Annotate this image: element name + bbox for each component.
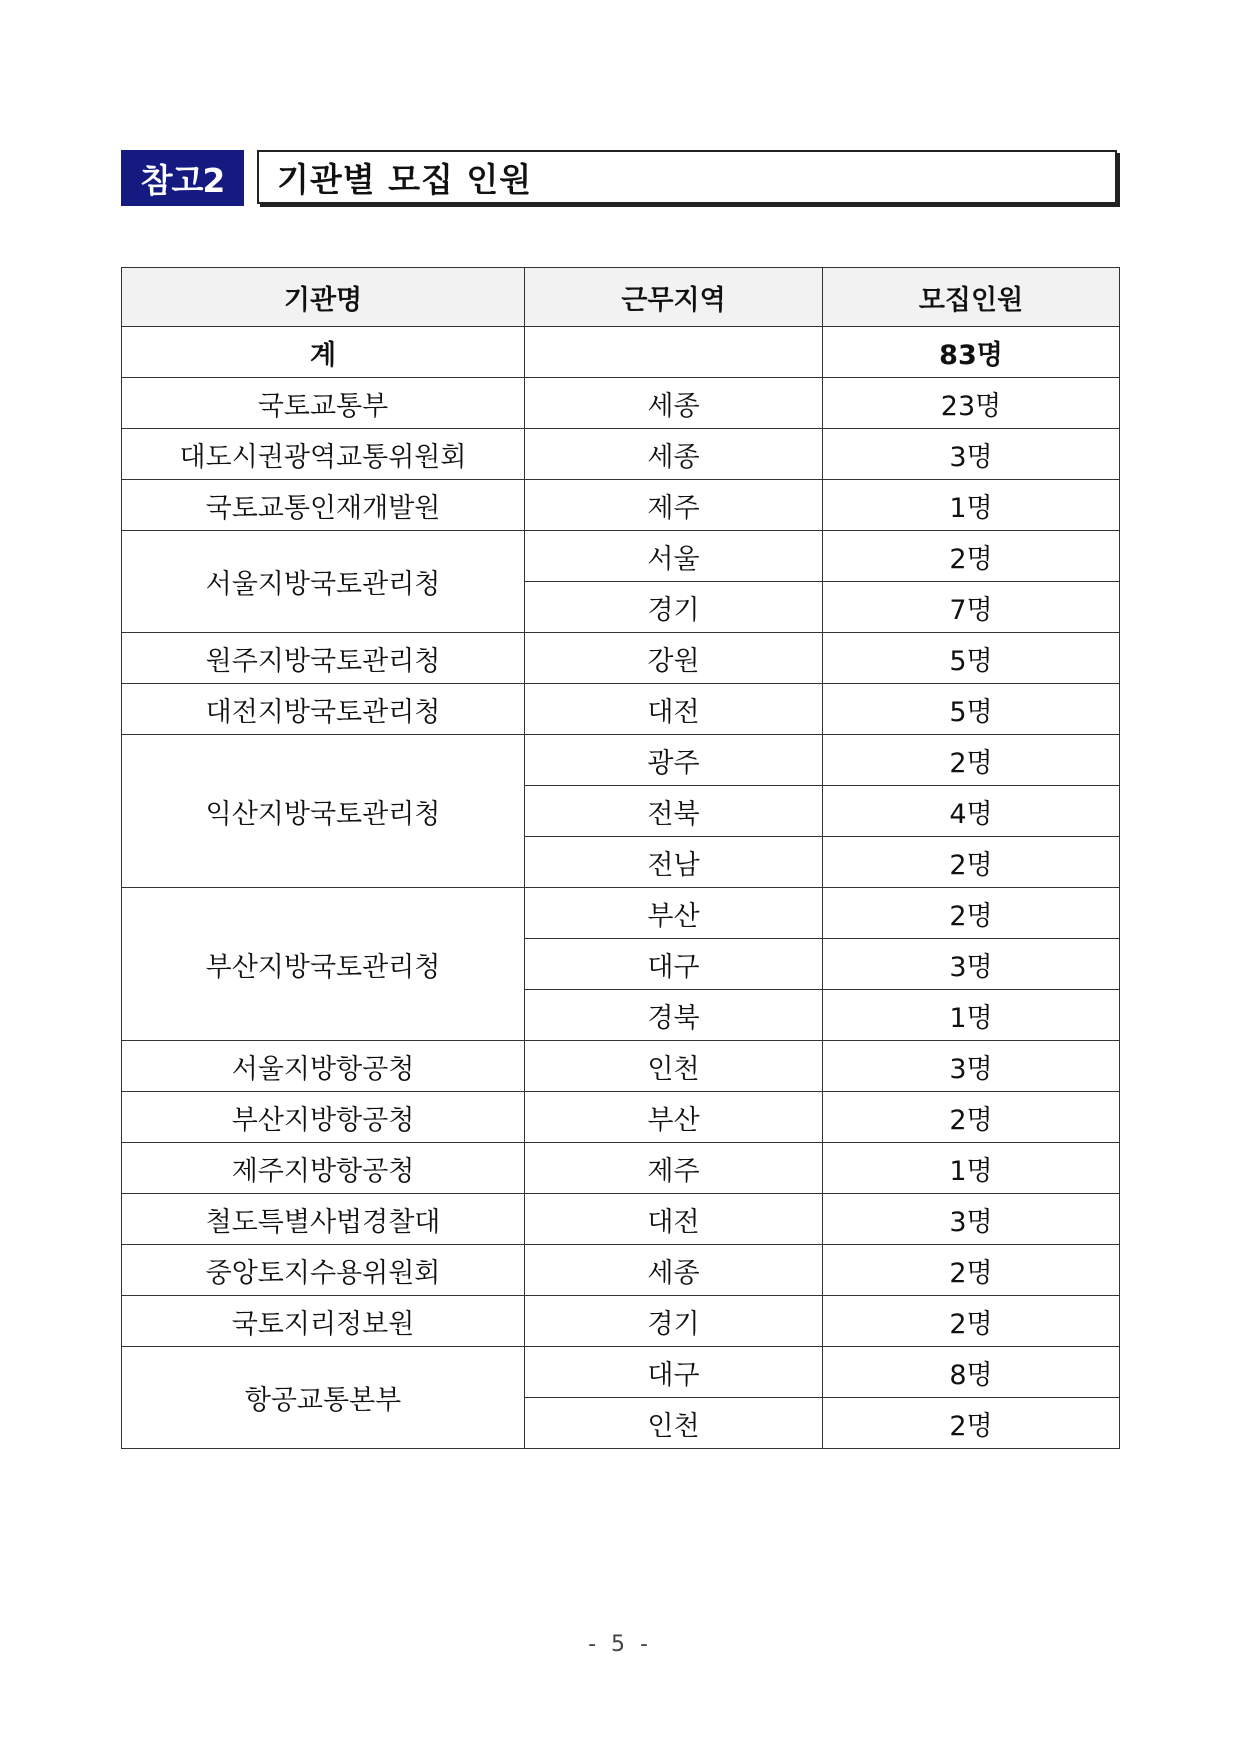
count-cell: 2명: [823, 888, 1120, 939]
region-cell: 광주: [525, 735, 823, 786]
count-cell: 7명: [823, 582, 1120, 633]
org-name-cell: 제주지방항공청: [122, 1143, 525, 1194]
page-number: - 5 -: [588, 1632, 652, 1657]
region-cell: 경기: [525, 1296, 823, 1347]
table-row: [122, 1245, 1120, 1296]
count-cell: 1명: [823, 480, 1120, 531]
table-row: [122, 735, 1120, 786]
org-name-cell: 항공교통본부: [122, 1347, 525, 1449]
table-row: [122, 531, 1120, 582]
count-cell: 2명: [823, 531, 1120, 582]
count-cell: 1명: [823, 990, 1120, 1041]
count-cell: 2명: [823, 735, 1120, 786]
region-cell: 제주: [525, 1143, 823, 1194]
region-cell: 인천: [525, 1041, 823, 1092]
count-cell: 5명: [823, 684, 1120, 735]
count-cell: 2명: [823, 1245, 1120, 1296]
column-header-org: 기관명: [122, 268, 525, 327]
region-cell: 세종: [525, 378, 823, 429]
table-row: [122, 1194, 1120, 1245]
table-row: [122, 888, 1120, 939]
org-name-cell: 국토교통부: [122, 378, 525, 429]
table-row: [122, 684, 1120, 735]
count-cell: 2명: [823, 1092, 1120, 1143]
count-cell: 2명: [823, 1296, 1120, 1347]
table-row: [122, 633, 1120, 684]
table-row: [122, 1296, 1120, 1347]
column-header-count: 모집인원: [823, 268, 1120, 327]
region-cell: 대구: [525, 1347, 823, 1398]
table-header-row: [122, 268, 1120, 327]
section-title: 기관별 모집 인원: [257, 150, 1117, 204]
table-row: [122, 1092, 1120, 1143]
region-cell: 부산: [525, 1092, 823, 1143]
org-name-cell: 원주지방국토관리청: [122, 633, 525, 684]
total-label: 계: [122, 327, 525, 378]
region-cell: 경북: [525, 990, 823, 1041]
count-cell: 1명: [823, 1143, 1120, 1194]
count-cell: 23명: [823, 378, 1120, 429]
region-cell: 대전: [525, 684, 823, 735]
org-name-cell: 서울지방항공청: [122, 1041, 525, 1092]
total-row: [122, 327, 1120, 378]
region-cell: 서울: [525, 531, 823, 582]
org-name-cell: 대전지방국토관리청: [122, 684, 525, 735]
total-count: 83명: [823, 327, 1120, 378]
region-cell: 경기: [525, 582, 823, 633]
region-cell: 대전: [525, 1194, 823, 1245]
region-cell: 세종: [525, 1245, 823, 1296]
column-header-region: 근무지역: [525, 268, 823, 327]
count-cell: 5명: [823, 633, 1120, 684]
table-row: [122, 1143, 1120, 1194]
table-row: [122, 1347, 1120, 1398]
region-cell: 세종: [525, 429, 823, 480]
org-name-cell: 대도시권광역교통위원회: [122, 429, 525, 480]
org-name-cell: 철도특별사법경찰대: [122, 1194, 525, 1245]
region-cell: 전북: [525, 786, 823, 837]
count-cell: 3명: [823, 1041, 1120, 1092]
total-region: [525, 327, 823, 378]
table-row: [122, 429, 1120, 480]
recruitment-table: [121, 267, 1120, 1449]
count-cell: 2명: [823, 1398, 1120, 1449]
org-name-cell: 중앙토지수용위원회: [122, 1245, 525, 1296]
count-cell: 3명: [823, 1194, 1120, 1245]
region-cell: 부산: [525, 888, 823, 939]
region-cell: 대구: [525, 939, 823, 990]
org-name-cell: 부산지방국토관리청: [122, 888, 525, 1041]
region-cell: 인천: [525, 1398, 823, 1449]
table-row: [122, 480, 1120, 531]
region-cell: 전남: [525, 837, 823, 888]
count-cell: 3명: [823, 429, 1120, 480]
count-cell: 4명: [823, 786, 1120, 837]
table-row: [122, 378, 1120, 429]
count-cell: 2명: [823, 837, 1120, 888]
section-badge: 참고2: [121, 150, 244, 206]
org-name-cell: 국토교통인재개발원: [122, 480, 525, 531]
count-cell: 8명: [823, 1347, 1120, 1398]
table-row: [122, 1041, 1120, 1092]
org-name-cell: 익산지방국토관리청: [122, 735, 525, 888]
count-cell: 3명: [823, 939, 1120, 990]
org-name-cell: 부산지방항공청: [122, 1092, 525, 1143]
org-name-cell: 서울지방국토관리청: [122, 531, 525, 633]
region-cell: 제주: [525, 480, 823, 531]
region-cell: 강원: [525, 633, 823, 684]
org-name-cell: 국토지리정보원: [122, 1296, 525, 1347]
